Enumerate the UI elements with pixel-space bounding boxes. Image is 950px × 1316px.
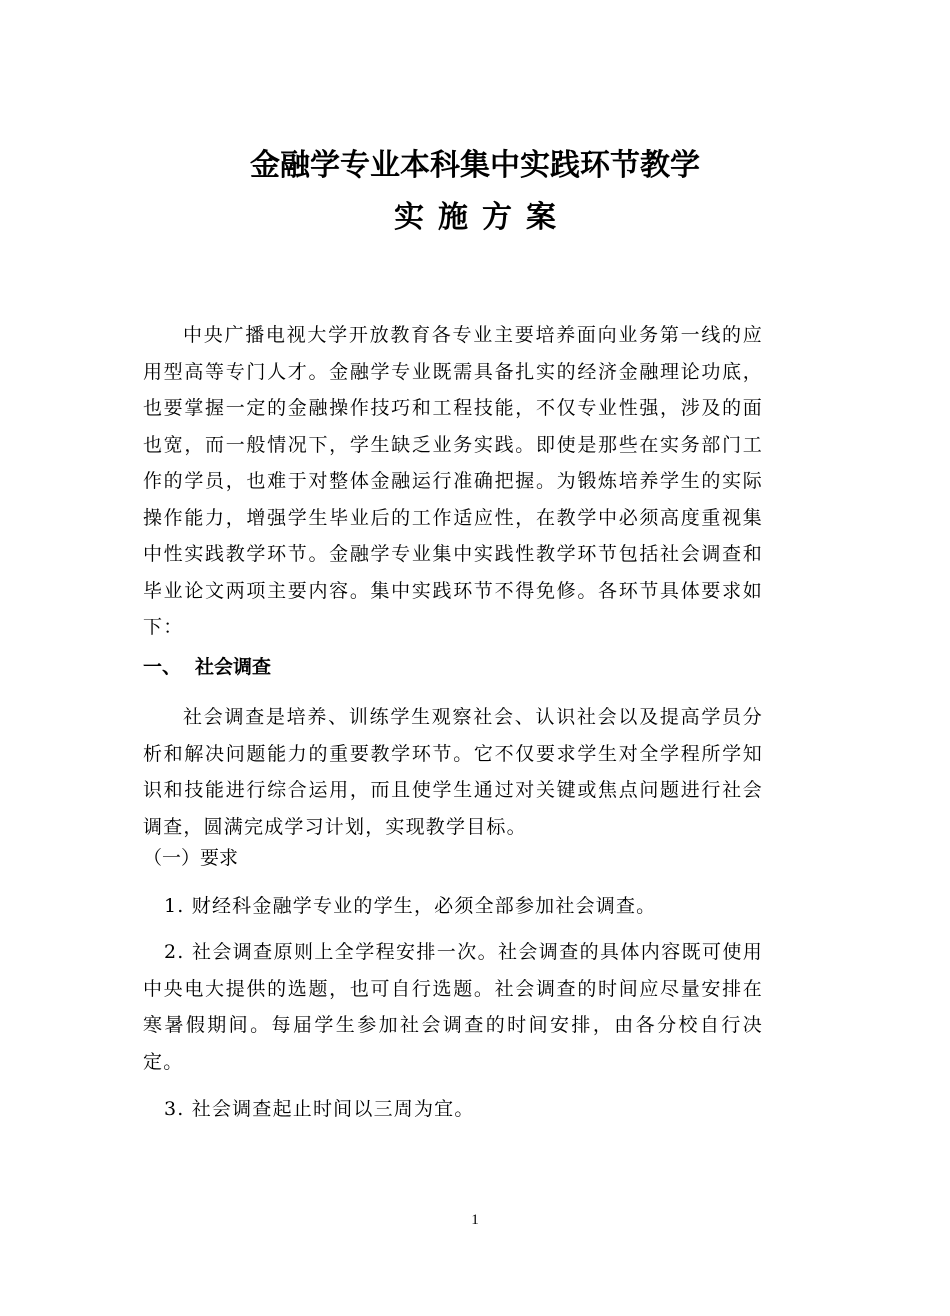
list-item-text: 财经科金融学专业的学生，必须全部参加社会调查。	[191, 895, 657, 917]
list-item-text: 社会调查原则上全学程安排一次。社会调查的具体内容既可使用中央电大提供的选题，也可自行选题。社会调查的时间应尽量安排在寒暑假期间。每届学生参加社会调查的时间安排，由各分校自行决定。	[143, 941, 763, 1073]
list-item-text: 社会调查起止时间以三周为宜。	[191, 1098, 475, 1120]
document-title: 金融学专业本科集中实践环节教学	[250, 148, 700, 183]
list-item-number: 3.	[164, 1098, 185, 1120]
list-item	[143, 888, 763, 925]
intro-paragraph: 中央广播电视大学开放教育各专业主要培养面向业务第一线的应用型高等专门人才。金融学专业既需具备扎实的经济金融理论功底，也要掌握一定的金融操作技巧和工程技能，不仅专业性强，涉及的面也宽，而一般情况下，学生缺乏业务实践。即使是那些在实务部门工作的学员，也难于对整体金融运行准确把握。为锻炼培养学生的实际操作能力，增强学生毕业后的工作适应性，在教学中必须高度重视集中性实践教学环节。金融学专业集中实践性教学环节包括社会调查和毕业论文两项主要内容。集中实践环节不得免修。各环节具体要求如下：	[143, 324, 763, 638]
section-title: 社会调查	[195, 656, 272, 678]
page-number: 1	[471, 1212, 479, 1228]
list-item-number: 1.	[164, 895, 185, 917]
section-heading	[143, 652, 271, 682]
list-item	[143, 1091, 763, 1128]
subheading: （一）要求	[143, 847, 239, 869]
list-item	[143, 934, 763, 1080]
section-number: 一、	[143, 656, 182, 678]
section-paragraph: 社会调查是培养、训练学生观察社会、认识社会以及提高学员分析和解决问题能力的重要教学环节。它不仅要求学生对全学程所学知识和技能进行综合运用，而且使学生通过对关键或焦点问题进行社会调查，圆满完成学习计划，实现教学目标。	[143, 706, 763, 838]
document-subtitle: 实施方案	[394, 200, 570, 235]
list-item-number: 2.	[164, 941, 185, 963]
